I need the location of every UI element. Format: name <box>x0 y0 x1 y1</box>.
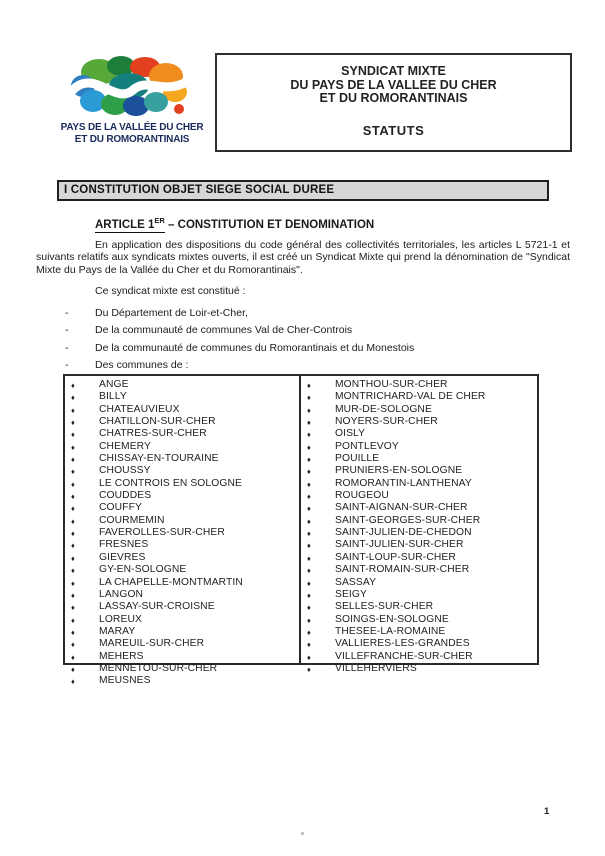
logo-caption <box>58 122 206 146</box>
title-line: SYNDICAT MIXTE <box>341 64 446 78</box>
members-list <box>36 305 556 375</box>
commune-name: CHEMERY <box>99 440 152 452</box>
bullet-icon: ♦ <box>71 615 75 625</box>
commune-row <box>65 379 299 391</box>
bullet-icon: ♦ <box>71 566 75 576</box>
page-number: 1 <box>544 806 550 817</box>
commune-row <box>301 577 537 589</box>
members-list-text: De la communauté de communes du Romorantinais et du Monestois <box>95 341 415 354</box>
bullet-icon: ♦ <box>307 516 311 526</box>
commune-name: MONTHOU-SUR-CHER <box>335 379 448 390</box>
commune-row <box>301 465 537 477</box>
bullet-icon: ♦ <box>307 455 311 465</box>
commune-name: SEIGY <box>335 588 367 600</box>
logo-caption-line2: ET DU ROMORANTINAIS <box>74 134 190 145</box>
bullet-icon: ♦ <box>71 603 75 613</box>
subtitle-statuts: STATUTS <box>362 122 425 138</box>
commune-name: COUFFY <box>99 502 142 514</box>
bullet-icon: ♦ <box>307 566 311 576</box>
members-list-item <box>36 305 556 322</box>
commune-name: MUR-DE-SOLOGNE <box>335 403 432 415</box>
article-title-rest: – CONSTITUTION ET DENOMINATION <box>168 219 375 231</box>
bullet-icon: ♦ <box>71 492 75 502</box>
commune-name: BILLY <box>99 391 127 403</box>
commune-row <box>301 416 537 428</box>
article-1-heading <box>95 216 374 231</box>
bullet-icon: ♦ <box>307 504 311 514</box>
bullet-icon: ♦ <box>307 418 311 428</box>
members-list-item <box>36 340 556 357</box>
commune-row <box>301 589 537 601</box>
commune-row <box>301 478 537 490</box>
bullet-icon: ♦ <box>71 677 75 687</box>
bullet-icon: ♦ <box>71 418 75 428</box>
commune-row <box>65 675 299 687</box>
title-line: DU PAYS DE LA VALLEE DU CHER <box>290 77 497 92</box>
bullet-icon: ♦ <box>71 516 75 526</box>
commune-name: LOREUX <box>99 613 142 625</box>
constitution-line: Ce syndicat mixte est constitué : <box>95 285 246 297</box>
commune-row <box>65 651 299 663</box>
commune-row <box>301 552 537 564</box>
commune-row <box>65 453 299 465</box>
members-list-item <box>36 322 556 339</box>
bullet-icon: ♦ <box>71 393 75 403</box>
commune-name: SAINT-ROMAIN-SUR-CHER <box>335 564 470 576</box>
bullet-icon: ♦ <box>71 405 75 415</box>
bullet-icon: ♦ <box>307 627 311 637</box>
members-list-item <box>36 357 556 374</box>
commune-row <box>301 490 537 502</box>
bullet-icon: ♦ <box>307 479 311 489</box>
bullet-icon: ♦ <box>71 504 75 514</box>
commune-name: THESEE-LA-ROMAINE <box>335 625 446 637</box>
dash-marker: - <box>65 359 69 372</box>
bullet-icon: ♦ <box>71 652 75 662</box>
bullet-icon: ♦ <box>307 492 311 502</box>
commune-row <box>65 416 299 428</box>
article-sup: ER <box>154 216 165 225</box>
commune-row <box>65 478 299 490</box>
commune-row <box>301 502 537 514</box>
commune-name: SAINT-JULIEN-SUR-CHER <box>335 539 464 551</box>
commune-name: PONTLEVOY <box>335 440 399 452</box>
logo-block <box>58 54 206 146</box>
bullet-icon: ♦ <box>307 664 311 674</box>
commune-row <box>65 441 299 453</box>
communes-column-left <box>65 376 301 687</box>
commune-row <box>301 379 537 391</box>
members-list-text: Du Département de Loir-et-Cher, <box>95 307 248 319</box>
bullet-icon: ♦ <box>307 541 311 551</box>
commune-name: LASSAY-SUR-CROISNE <box>99 601 215 613</box>
commune-row <box>301 626 537 638</box>
bullet-icon: ♦ <box>71 381 75 390</box>
commune-name: FAVEROLLES-SUR-CHER <box>99 527 225 539</box>
scan-artifact-dot <box>301 832 304 835</box>
bullet-icon: ♦ <box>71 467 75 477</box>
commune-name: LA CHAPELLE-MONTMARTIN <box>99 576 243 588</box>
commune-name: CHISSAY-EN-TOURAINE <box>99 453 219 465</box>
bullet-icon: ♦ <box>71 541 75 551</box>
section-heading-label: I CONSTITUTION OBJET SIEGE SOCIAL DUREE <box>64 184 335 196</box>
commune-row <box>65 490 299 502</box>
bullet-icon: ♦ <box>71 455 75 465</box>
commune-row <box>301 453 537 465</box>
bullet-icon: ♦ <box>307 615 311 625</box>
commune-row <box>301 539 537 551</box>
commune-name: CHATILLON-SUR-CHER <box>99 416 216 428</box>
section-heading-bar <box>57 180 549 201</box>
commune-row <box>65 539 299 551</box>
commune-row <box>301 527 537 539</box>
commune-name: MEHERS <box>99 650 144 662</box>
members-list-text: De la communauté de communes Val de Cher-Controis <box>95 324 353 337</box>
commune-row <box>65 527 299 539</box>
intro-paragraph: En application des dispositions du code général des collectivités territoriales, les articles L 5721-1 et suivants relatifs aux syndicats mixtes ouverts, il est créé un Syndicat Mixte qui prend la dénomination de "Syndicat Mixte du Pays de la Vallée du Cher et du Romorantinais". <box>36 239 570 276</box>
bullet-icon: ♦ <box>71 627 75 637</box>
bullet-icon: ♦ <box>307 553 311 563</box>
bullet-icon: ♦ <box>307 590 311 600</box>
commune-name: SAINT-GEORGES-SUR-CHER <box>335 514 481 526</box>
commune-name: ANGE <box>99 379 129 390</box>
dash-marker: - <box>65 324 69 337</box>
bullet-icon: ♦ <box>71 442 75 452</box>
commune-name: SAINT-LOUP-SUR-CHER <box>335 551 456 563</box>
article-number: ARTICLE 1ER <box>95 216 165 231</box>
bullet-icon: ♦ <box>307 603 311 613</box>
commune-row <box>65 552 299 564</box>
bullet-icon: ♦ <box>307 393 311 403</box>
commune-row <box>65 626 299 638</box>
commune-row <box>301 428 537 440</box>
title-box <box>215 53 572 152</box>
commune-name: VILLEFRANCHE-SUR-CHER <box>335 650 473 662</box>
commune-row <box>65 601 299 613</box>
commune-row <box>65 589 299 601</box>
commune-row <box>301 404 537 416</box>
commune-name: SOINGS-EN-SOLOGNE <box>335 613 449 625</box>
dash-marker: - <box>65 307 69 319</box>
commune-name: MARAY <box>99 625 136 637</box>
commune-row <box>301 601 537 613</box>
commune-row <box>301 391 537 403</box>
commune-name: MEUSNES <box>99 675 151 687</box>
logo-caption-line1: PAYS DE LA VALLÉE DU CHER <box>60 122 204 133</box>
communes-column-right <box>301 376 537 674</box>
bullet-icon: ♦ <box>71 590 75 600</box>
commune-row <box>65 614 299 626</box>
commune-row <box>301 651 537 663</box>
commune-row <box>301 441 537 453</box>
commune-row <box>301 638 537 650</box>
bullet-icon: ♦ <box>71 664 75 674</box>
bullet-icon: ♦ <box>307 652 311 662</box>
commune-name: ROUGEOU <box>335 490 389 502</box>
commune-name: PRUNIERS-EN-SOLOGNE <box>335 465 463 477</box>
commune-name: POUILLE <box>335 453 380 465</box>
commune-row <box>65 391 299 403</box>
commune-row <box>65 465 299 477</box>
commune-row <box>301 663 537 675</box>
members-list-text: Des communes de : <box>95 359 189 372</box>
commune-name: SASSAY <box>335 576 377 588</box>
commune-name: CHATEAUVIEUX <box>99 403 180 415</box>
bullet-icon: ♦ <box>71 479 75 489</box>
commune-name: GY-EN-SOLOGNE <box>99 564 187 576</box>
bullet-icon: ♦ <box>307 405 311 415</box>
bullet-icon: ♦ <box>307 529 311 539</box>
commune-row <box>65 564 299 576</box>
bullet-icon: ♦ <box>307 640 311 650</box>
commune-name: MONTRICHARD-VAL DE CHER <box>335 391 486 403</box>
bullet-icon: ♦ <box>71 640 75 650</box>
bullet-icon: ♦ <box>71 430 75 440</box>
commune-name: NOYERS-SUR-CHER <box>335 416 438 428</box>
commune-name: VALLIERES-LES-GRANDES <box>335 638 470 650</box>
commune-row <box>65 638 299 650</box>
bullet-icon: ♦ <box>71 578 75 588</box>
bullet-icon: ♦ <box>71 529 75 539</box>
commune-name: GIEVRES <box>99 551 146 563</box>
commune-row <box>301 614 537 626</box>
commune-row <box>301 564 537 576</box>
commune-row <box>65 502 299 514</box>
title-lines <box>217 65 570 106</box>
bullet-icon: ♦ <box>71 553 75 563</box>
commune-name: CHOUSSY <box>99 465 151 477</box>
commune-name: MENNETOU-SUR-CHER <box>99 662 218 674</box>
region-map-logo-icon <box>69 54 195 120</box>
commune-name: VILLEHERVIERS <box>335 662 417 674</box>
dash-marker: - <box>65 341 69 354</box>
bullet-icon: ♦ <box>307 381 311 390</box>
bullet-icon: ♦ <box>307 578 311 588</box>
commune-name: LE CONTROIS EN SOLOGNE <box>99 477 242 489</box>
commune-name: FRESNES <box>99 539 149 551</box>
commune-row <box>65 428 299 440</box>
commune-row <box>65 577 299 589</box>
commune-name: ROMORANTIN-LANTHENAY <box>335 477 472 489</box>
commune-name: SAINT-AIGNAN-SUR-CHER <box>335 502 468 514</box>
commune-name: OISLY <box>335 428 366 440</box>
bullet-icon: ♦ <box>307 430 311 440</box>
commune-name: COURMEMIN <box>99 514 165 526</box>
commune-name: SAINT-JULIEN-DE-CHEDON <box>335 527 472 539</box>
commune-row <box>65 515 299 527</box>
commune-name: COUDDES <box>99 490 152 502</box>
commune-name: SELLES-SUR-CHER <box>335 601 434 613</box>
commune-name: CHATRES-SUR-CHER <box>99 428 207 440</box>
bullet-icon: ♦ <box>307 467 311 477</box>
commune-row <box>65 404 299 416</box>
bullet-icon: ♦ <box>307 442 311 452</box>
communes-table <box>63 374 539 687</box>
title-line: ET DU ROMORANTINAIS <box>319 91 468 105</box>
commune-name: LANGON <box>99 588 144 600</box>
commune-row <box>65 663 299 675</box>
commune-name: MAREUIL-SUR-CHER <box>99 638 205 650</box>
commune-row <box>301 515 537 527</box>
